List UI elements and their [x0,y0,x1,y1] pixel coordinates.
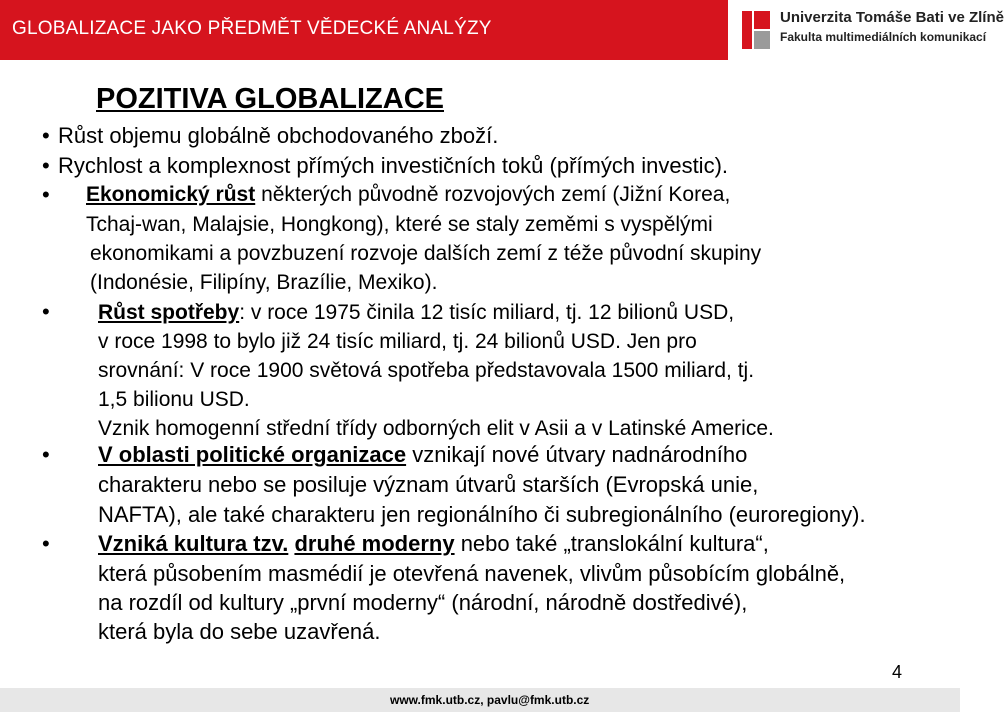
bullet-3-lead: Ekonomický růst [86,183,256,206]
bullet-3-line-3: ekonomikami a povzbuzení rozvoje dalších zemí z téže původní skupiny [90,242,762,265]
bullet-4-line-5: Vznik homogenní střední třídy odborných elit v Asii a v Latinské Americe. [98,417,774,440]
bullet-3-line-1 [86,183,730,207]
header-red-bar [0,0,728,60]
bullet-4-line-1-rest: : v roce 1975 činila 12 tisíc miliard, tj. 12 bilionů USD, [239,301,735,324]
bullet-4-lead: Růst spotřeby [98,301,240,324]
bullet-marker: • [42,182,50,207]
utb-logo-icon [742,11,770,49]
header-title: GLOBALIZACE JAKO PŘEDMĚT VĚDECKÉ ANALÝZY [12,18,492,39]
bullet-6-line-1-rest: nebo také „translokální kultura“, [454,531,769,556]
bullet-marker: • [42,123,50,148]
bullet-marker: • [42,442,50,467]
bullet-6-lead-1: Vzniká kultura tzv. [98,531,289,556]
slide-header [0,0,1004,60]
bullet-1-text: Růst objemu globálně obchodovaného zboží. [58,123,499,148]
bullet-3-line-2: Tchaj-wan, Malajsie, Hongkong), které se staly zeměmi s vyspělými [86,213,713,236]
bullet-6-line-3: na rozdíl od kultury „první moderny“ (národní, národně dostředivé), [98,590,748,615]
page-number: 4 [892,662,903,682]
bullet-4-line-4: 1,5 bilionu USD. [98,388,250,411]
bullet-5-lead: V oblasti politické organizace [98,442,407,467]
bullet-5-line-1-rest: vznikají nové útvary nadnárodního [406,442,748,467]
bullet-6-lead-2: druhé moderny [294,531,455,556]
bullet-5-line-1 [98,442,747,468]
slide-title: POZITIVA GLOBALIZACE [96,83,444,115]
bullet-6-line-2: která působením masmédií je otevřená navenek, vlivům působícím globálně, [98,561,846,586]
bullet-4-line-1 [98,301,734,325]
bullet-marker: • [42,531,50,556]
bullet-4-line-2: v roce 1998 to bylo již 24 tisíc miliard, tj. 24 bilionů USD. Jen pro [98,330,697,353]
bullet-5-line-3: NAFTA), ale také charakteru jen regionálního či subregionálního (euroregiony). [98,502,866,527]
bullet-6-line-4: která byla do sebe uzavřená. [98,619,381,644]
logo-university-name: Univerzita Tomáše Bati ve Zlíně [780,9,1004,26]
bullet-3-line-4: (Indonésie, Filipíny, Brazílie, Mexiko). [90,271,438,294]
bullet-marker: • [42,299,50,324]
bullet-4-line-3: srovnání: V roce 1900 světová spotřeba představovala 1500 miliard, tj. [98,359,755,382]
bullet-5-line-2: charakteru nebo se posiluje význam útvarů starších (Evropská unie, [98,472,759,497]
bullet-6-line-1 [98,531,769,557]
logo-faculty-name: Fakulta multimediálních komunikací [780,30,987,44]
bullet-3-line-1-rest: některých původně rozvojových zemí (Jižní Korea, [255,183,731,206]
footer-contact: www.fmk.utb.cz, pavlu@fmk.utb.cz [390,693,590,707]
bullet-2-text: Rychlost a komplexnost přímých investičních toků (přímých investic). [58,153,729,178]
bullet-marker: • [42,153,50,178]
